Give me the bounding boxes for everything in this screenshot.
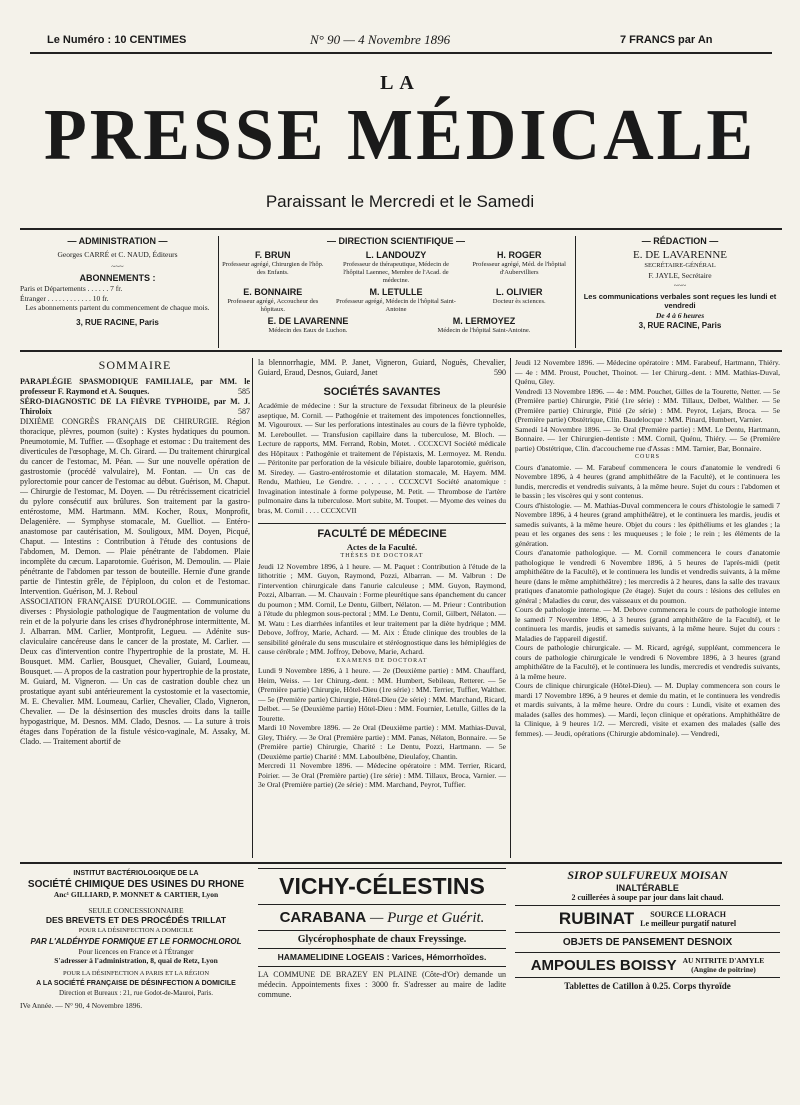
societes-text: Académie de médecine : Sur la structure de l'exsudat fibrineux de la pleurésie aseptique, M. Cornil. — Pathogénie et traitement des impotences fonctionnelles, M. Vigouroux. — Sur les perforations intestinales au cours de la fièvre typhoïde, M. Lereboullet. — Transfusion capillaire dans la tuberculose, M. Bloch. — Lecture de rapports, MM. Ferrand, Robin, Motet. . CCCXCVI Société médicale des Hôpitaux : Pathogénie et traitement de l'épistaxis, M. Lermoyez. M. Rendu. — Péritonite par perforation de la vésicule biliaire, double laparotomie, guérison, M. Siredey. — Gastro-entérostomie et dilatation stomacale, M. Hayem. MM. Rendu, Mathieu, Le Gendre. . . . . . . CCCXCVI Société anatomique : Invagination intestinale à forme polypeuse, M. Petit. — Thrombose de l'artère pulmonaire dans la tuberculose. Mort subite, M. Toupet. — Myome des veines du bras, M. Cornil . . . . CCCXCVII <box>258 401 506 515</box>
hamamelidine-ad: HAMAMELIDINE LOGEAIS : Varices, Hémorrhoïdes. <box>258 952 506 967</box>
ad-line: A LA SOCIÉTÉ FRANÇAISE DE DÉSINFECTION A DOMICILE <box>36 980 236 987</box>
redaction-secretary: F. JAYLE, Secrétaire <box>648 270 712 280</box>
right-column <box>515 358 780 860</box>
cours-text: Cours de clinique chirurgicale (Hôtel-Dieu). — M. Duplay commencera son cours le mardi 17 Novembre 1896, à 9 heures et demie du matin, et le continuera les vendredis et mardis suivants, à la même heure. Ordre du cours : Lundi, visite et examen des malades (salles des hommes). — Mardi, leçon clinique et opérations. Amphithéâtre de la Clinique, à 9 heures 1/2. — Mercredi, visite et examen des malades (salle des femmes). — Jeudi, opérations (Chirurgie abdominale). — Vendredi, <box>515 681 780 738</box>
ad-line: POUR LA DÉSINFECTION A PARIS ET LA RÉGION <box>62 969 210 977</box>
sirop-ad: SIROP SULFUREUX MOISAN <box>567 868 728 882</box>
cours-text: Cours de pathologie interne. — M. Debove commencera le cours de pathologie interne le samedi 7 Novembre 1896, à 3 heures (grand amphithéâtre de la Faculté), et le continuera les mardis, jeudis et samedis suivants, à la même heure. Sujet du cours : Maladies de l'appareil digestif. <box>515 605 780 643</box>
director-name: M. LERMOYEZ <box>452 316 516 326</box>
director-desc: Docteur ès sciences. <box>492 298 546 305</box>
redaction-note: Les communications verbales sont reçues les lundi et vendredi <box>583 291 777 310</box>
director-desc: Professeur agrégé, Chirurgien de l'hôp. des Enfants. <box>222 261 324 276</box>
sommaire-column <box>20 358 250 858</box>
issue-footer: IVe Année. — N° 90, 4 Novembre 1896. <box>20 1000 143 1010</box>
exam-text: Vendredi 13 Novembre 1896. — 4e : MM. Pouchet, Gilles de la Tourette, Netter. — 5e (Première partie) Chirurgie, Pitié (1re série) : MM. Tillaux, Delbet, Walther. — 5e (Première partie) Chirurgie, Pitié (2e série) : MM. Peyrot, Lejars, Broca. — 5e (Première partie) Obstétrique, Clin. Baudelocque : MM. Pinard, Humbert, Varnier. <box>515 386 780 424</box>
newspaper-title: PRESSE MÉDICALE <box>43 95 757 176</box>
examens-heading: EXAMENS DE DOCTORAT <box>336 657 428 664</box>
director-desc: Médecin des Eaux de Luchon. <box>268 327 348 334</box>
director-name: L. OLIVIER <box>495 287 543 297</box>
cours-text: Cours de pathologie chirurgicale. — M. Ricard, agrégé, suppléant, commencera le cours de pathologie chirurgicale le vendredi 6 Novembre 1896, à 3 heures (grand amphithéâtre de la Faculté), et le continuera les lundis, mercredis et vendredis suivants, à la même heure. <box>515 643 780 681</box>
sommaire-item: PARAPLÉGIE SPASMODIQUE FAMILIALE, par MM. le professeur F. Raymond et A. Souques. 585 <box>20 377 250 396</box>
director-desc: Professeur agrégé, Médecin de l'hôpital Saint-Antoine <box>336 298 456 313</box>
logo-la: LA <box>380 72 420 94</box>
ad-line: SEULE CONCESSIONNAIRE <box>88 905 184 915</box>
sirop-ad: INALTÉRABLE <box>616 883 679 893</box>
ad-line: Pour licences en France et à l'Étranger <box>78 946 194 956</box>
rubinat-ad: RUBINAT SOURCE LLORACH Le meilleur purgatif naturel <box>515 909 780 933</box>
director-desc: Professeur agrégé, Accoucheur des hôpitaux. <box>227 298 319 313</box>
director-name: E. DE LAVARENNE <box>267 316 349 326</box>
cours-text: Cours d'anatomie. — M. Farabeuf commencera le cours d'anatomie le vendredi 6 Novembre 1896, à 4 heures (grand amphithéâtre de la Faculté), et le continuera les lundis, mercredis et vendredis suivants, à la même heure. Sujet du cours : l'abdomen et le bassin ; les viscères qui y sont contenus. <box>515 462 780 500</box>
director-desc: Professeur agrégé, Méd. de l'hôpital d'Aubervilliers <box>472 261 566 276</box>
direction-heading: — DIRECTION SCIENTIFIQUE — <box>326 236 465 246</box>
ampoules-ad: AMPOULES BOISSY AU NITRITE D'AMYLE (Angine de poitrine) <box>515 956 780 978</box>
theses-text: Jeudi 12 Novembre 1896, à 1 heure. — M. Paquet : Contribution à l'étude de la lithotritie ; MM. Guyon, Raymond, Pozzi, Albarran. — M. Valbrun : De l'intervention chirurgicale dans l'anurie calculeuse ; MM. Guyon, Raymond, Pozzi, Albarran. — M. Chauvain : Forme pleurétique sans épanchement du cancer du poumon ; MM. Cornil, Le Dentu, Gilbert, Nélaton. — M. Prieur : Contribution à l'étude du phlegmon sous-pectoral ; MM. Le Dentu, Cornil, Gilbert, Nélaton. — M. Watu : Les diarrhées infantiles et leur traitement par la diète hydrique ; MM. Debove, Joffroy, Marie, Achard. — M. Aix : Étude clinique des troubles de la sensibilité générale du sens musculaire et stéréognostique dans les hémiplégies de cause cérébrale ; MM. Joffroy, Debove, Marie, Achard. <box>258 561 506 656</box>
publishers: Georges CARRÉ et C. NAUD, Éditeurs <box>57 250 178 259</box>
subs-note: Les abonnements partent du commencement de chaque mois. <box>25 303 210 312</box>
objets-ad: OBJETS DE PANSEMENT DESNOIX <box>515 937 780 953</box>
issue-price: Le Numéro : 10 CENTIMES <box>47 34 187 46</box>
newspaper-subtitle: Paraissant le Mercredi et le Samedi <box>265 192 535 211</box>
vichy-ad: VICHY-CÉLESTINS <box>258 868 506 905</box>
direction-block <box>220 236 572 335</box>
redaction-hours: De 4 à 6 heures <box>655 310 705 320</box>
director-name: F. BRUN <box>255 250 291 260</box>
cours-heading: COURS <box>634 454 660 460</box>
director-name: L. LANDOUZY <box>365 250 427 260</box>
ad-line: S'adresser à l'administration, 8, quai de Retz, Lyon <box>54 956 218 965</box>
ad-line: Direction et Bureaux : 21, rue Godot-de-Mauroi, Paris. <box>59 989 213 997</box>
exam-text: Lundi 9 Novembre 1896, à 1 heure. — 2e (Deuxième partie) : MM. Chauffard, Heim, Weiss. — 1er Chirurg.-dent. : MM. Humbert, Sebileau, Retterer. — 5e (Première partie) Chirurgie, Hôtel-Dieu (1re série) : MM. Terrier, Tuffier, Walther. — 5e (Première partie) Chirurgie, Hôtel-Dieu (2e série) : MM. Marchand, Ricard, Delbet. — 5e (Deuxième partie) Hôtel-Dieu : MM. Fournier, Letulle, Gilles de la Tourette. <box>258 666 506 723</box>
ad-line: SOCIÉTÉ CHIMIQUE DES USINES DU RHONE <box>27 879 245 890</box>
brazey-ad: LA COMMUNE DE BRAZEY EN PLAINE (Côte-d'Or) demande un médecin. Appointements fixes : 3000 fr. S'adresser au maire de ladite commune. <box>258 970 506 999</box>
ad-line: POUR LA DÉSINFECTION A DOMICILE <box>78 927 194 934</box>
exam-text: Mercredi 11 Novembre 1896. — Médecine opératoire : MM. Terrier, Ricard, Poirier. — 3e Oral (Première partie) (1re série) : MM. Tillaux, Broca, Varnier. — 3e Oral (Première partie) (2e série) : MM. Marchand, Peyrot, Tuffier. <box>258 761 506 789</box>
director-name: H. ROGER <box>496 250 542 260</box>
subs-etranger: Étranger . . . . . . . . . . . . 10 fr. <box>20 293 109 303</box>
societes-heading: SOCIÉTÉS SAVANTES <box>323 386 441 398</box>
director-name: E. BONNAIRE <box>243 287 303 297</box>
ad-line: INSTITUT BACTÉRIOLOGIQUE DE LA <box>73 870 199 877</box>
tablettes-ad: Tablettes de Catillon à 0.25. Corps thyroïde <box>564 981 731 991</box>
sommaire-heading: SOMMAIRE <box>98 358 172 372</box>
admin-address: 3, RUE RACINE, Paris <box>76 317 159 327</box>
exam-text: Jeudi 12 Novembre 1896. — Médecine opératoire : MM. Farabeuf, Hartmann, Thiéry. — 4e : MM. Proust, Pouchet, Thoinot. — 1er Chirurg.-dent. : MM. Mathias-Duval, Quénu, Gley. <box>515 358 780 386</box>
subs-paris: Paris et Départements . . . . . . 7 fr. <box>20 284 123 293</box>
sommaire-item: SÉRO-DIAGNOSTIC DE LA FIÈVRE TYPHOIDE, par M. J. Thiroloix 587 <box>20 397 250 416</box>
faculte-sub: Actes de la Faculté. <box>346 542 418 552</box>
director-desc: Médecin de l'hôpital Saint-Antoine. <box>437 327 531 334</box>
redaction-address: 3, RUE RACINE, Paris <box>638 321 722 330</box>
middle-column <box>258 358 506 860</box>
issue-number-date: N° 90 — 4 Novembre 1896 <box>310 32 451 47</box>
sirop-ad: 2 cuillerées à soupe par jour dans lait chaud. <box>515 893 780 906</box>
ad-line: PAR L'ALDÉHYDE FORMIQUE ET LE FORMOCHLOROL <box>30 936 242 946</box>
right-ads <box>515 868 780 991</box>
redaction-chief-role: SECRÉTAIRE-GÉNÉRAL <box>644 262 716 269</box>
sommaire-item: ASSOCIATION FRANÇAISE D'UROLOGIE. — Communications diverses : Physiologie pathologique de l'augmentation de volume du rein et de la polyurie dans les crises d'hydronéphrose intermittente, M. J. Albarran. MM. Carlier, Montprofit, Legueu. — Adénite sus-claviculaire cancéreuse dans le cancer de la prostate, M. Carlier. — Deux cas d'intervention contre l'hypertrophie de la prostate, M. H. Bousquet. MM. Carlier, Bousquet, Chevalier, Guiard, Loumeau, Bousquet. — A propos de la castration pour hypertrophie de la prostate, M. Guiard, M. Vigneron. — Un cas de castration double chez un prostatique ayant subi antérieurement la cystostomie et la vasectomie, M. E. Chevalier. MM. Loumeau, Carlier, Chevalier, Clado, Vigneron, Chevalier. — De la désinsertion des muscles droits dans la taille hypogastrique, M. Desnos. MM. Clado, Desnos. — La suture à trois étages dans l'opération de la fistule vésico-vaginale, M. Assaky, M. Clado. — Traitement abortif de <box>20 597 250 746</box>
redaction-block: — RÉDACTION — E. DE LAVARENNE SECRÉTAIRE-GÉNÉRAL F. JAYLE, Secrétaire ~~~ Les communications verbales sont reçues les lundi et vendredi De 4 à 6 heures 3, RUE RACINE, Paris <box>580 236 780 331</box>
director-name: M. LETULLE <box>369 287 423 297</box>
exam-text: Samedi 14 Novembre 1896. — 3e Oral (Première partie) : MM. Le Dentu, Hartmann, Bonnaire. — 1er Chirurgien-dentiste : MM. Cornil, Quénu, Thiéry. — 5e (Première partie) Obstétrique, Clin. d'accoucheme rue d'Assas : MM. Tarnier, Bar, Bonnaire. <box>515 424 780 453</box>
institut-ad <box>20 868 252 1010</box>
glycero-ad: Glycérophosphate de chaux Freyssinge. <box>258 934 506 949</box>
director-desc: Professeur de thérapeutique, Médecin de l'hôpital Laennec, Membre de l'Acad. de médecine. <box>343 261 449 284</box>
ad-line: Anc¹ GILLIARD, P. MONNET & CARTIER, Lyon <box>53 890 219 899</box>
redaction-heading: — RÉDACTION — <box>641 236 719 246</box>
middle-ads <box>258 868 506 1000</box>
faculte-heading: FACULTÉ DE MÉDECINE <box>258 523 506 540</box>
redaction-chief: E. DE LAVARENNE <box>632 249 727 261</box>
theses-heading: THÈSES DE DOCTORAT <box>340 553 424 559</box>
sommaire-continuation: la blennorrhagie, MM. P. Janet, Vigneron, Guiard, Noguès, Chevalier, Guiard, Eraud, Desnos, Guiard, Janet 590 <box>258 358 506 377</box>
exam-text: Mardi 10 Novembre 1896. — 2e Oral (Deuxième partie) : MM. Mathias-Duval, Gley, Thiéry. — 3e Oral (Première partie) : MM. Panas, Nélaton, Bonnaire. — 5e (Première partie) Chirurgie, Charité : Le Dentu, Pozzi, Hartmann. — 5e (Deuxième partie) Charité : MM. Laboulbène, Dieulafoy, Chantin. <box>258 723 506 761</box>
administration-block: — ADMINISTRATION — Georges CARRÉ et C. NAUD, Éditeurs ~~~ ABONNEMENTS : Paris et Départements . . . . . . 7 fr. Étranger . . . . . . . . . . . . 10 fr. Les abonnements partent du commencement de chaque mois. 3, RUE RACINE, Paris <box>20 236 215 328</box>
sommaire-item: DIXIÈME CONGRÈS FRANÇAIS DE CHIRURGIE. Région thoracique, plèvres, poumon (suite) : Kystes hydatiques du poumon. Pneumotomie, M. Tuffier. — Œsophage et estomac : Du traitement des diverticules de l'œsophage, M. Ch. Girard. — Du traitement chirurgical du cancer de l'estomac, M. Péan. — Sur une nouvelle opération de gastrostomie (procédé valvulaire), M. Fontan. — Un cas de pylorectomie pour cancer de l'estomac au début. Guérison, M. Chaput. — Chirurgie de l'estomac, M. Doyen. — Du rétrécissement cicatriciel du pylore consécutif aux brûlures. Son traitement par la gastro-entérostome, MM. Hartmann. MM. Kocher, Roux, Monprofit, Delagenière. — Symphyse stomacale, M. Guelliot. — Entéro-anastomose par cautérisation, M. Souligoux, MM. Doyen, Picqué, Chaput. — Intestins : Contribution à l'étude des contusions de l'abdomen, M. Demon. — Plaie pénétrante de l'abdomen. Plaie incomplète du cæcum. Laparotomie. Guérison, M. Demoulin. — Plaie pénétrante de l'abdomen par tesson de bouteille. Hernie d'une grande partie de l'intestin grêle, de l'épiploon, du colon et de l'estomac. Intervention. Guérison, M. J. Reboul <box>20 417 250 596</box>
administration-heading: — ADMINISTRATION — <box>67 236 168 246</box>
ad-line: DES BREVETS ET DES PROCÉDÉS TRILLAT <box>45 915 227 925</box>
subscriptions-heading: ABONNEMENTS : <box>79 273 156 283</box>
carabana-ad: CARABANA — Purge et Guérit. <box>258 909 506 931</box>
cours-text: Cours d'anatomie pathologique. — M. Cornil commencera le cours d'anatomie pathologique le vendredi 6 Novembre 1896, à 5 heures de l'après-midi (petit amphithéâtre de la Faculté), et le continuera les lundis et vendredis suivants, à la même heure (dans le même amphithéâtre) ; les mercredis à 2 heures, dans la salle des travaux pratiques d'anatomie pathologique (2e étage). Sujet du cours : lésions des cellules en général ; Maladies du cœur, des vaisseaux et du poumon. <box>515 548 780 605</box>
cours-text: Cours d'histologie. — M. Mathias-Duval commencera le cours d'histologie le samedi 7 Novembre 1896, à 4 heures (grand amphithéâtre), et le continuera les mardis, jeudis et samedis suivants, à la même heure. Objet du cours : les épithéliums et les glandes ; la peau et les organes des sens : les muqueuses ; le foie ; le rein ; les éléments de la génération. <box>515 500 780 548</box>
subscription-price: 7 FRANCS par An <box>620 34 713 46</box>
